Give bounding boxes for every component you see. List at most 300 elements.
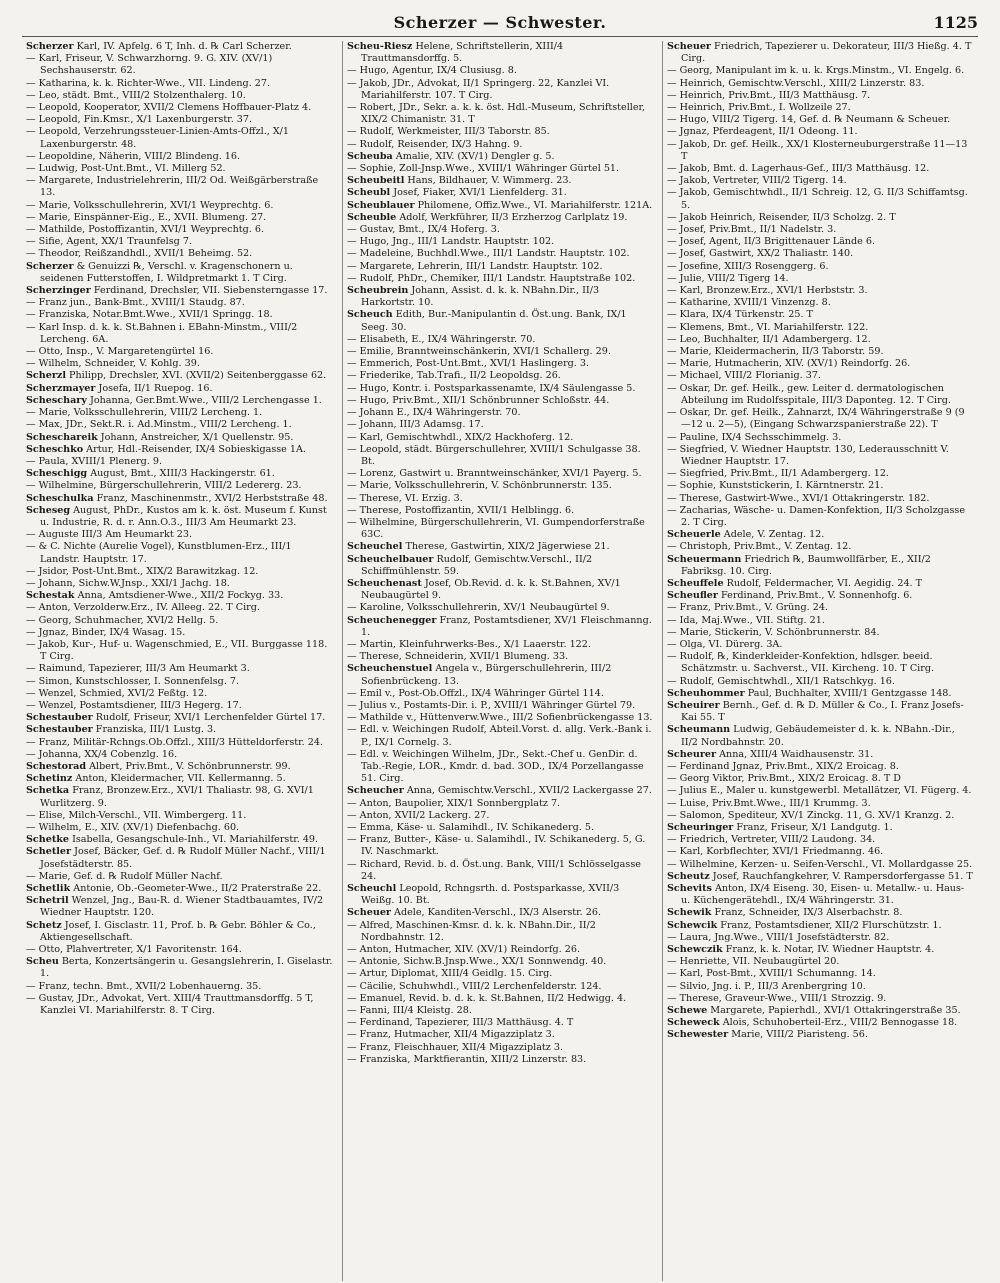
- entry-text: Franz, Postamtsdiener, XV/1 Fleischmanng. 1.: [361, 614, 652, 638]
- entry-text: Antonie, Sichw.B.Jnsp.Wwe., XX/1 Sonnwendg. 40.: [356, 956, 607, 968]
- entry-text: Friedrich, Tapezierer u. Dekorateur, III/3 Hießg. 4. T Cirg.: [681, 41, 972, 65]
- entry-surname: —: [347, 492, 357, 504]
- entry-surname: —: [347, 1041, 357, 1053]
- directory-entry: [347, 724, 654, 748]
- entry-surname: —: [667, 224, 677, 236]
- directory-entry: [347, 285, 654, 309]
- entry-text: Antonie, Ob.-Geometer-Wwe., II/2 Praterstraße 22.: [70, 883, 322, 895]
- entry-surname: —: [26, 321, 36, 333]
- entry-text: Josef, Agent, II/3 Brigittenauer Lände 6.: [676, 236, 876, 248]
- entry-text: Gustav, Bmt., IX/4 Hoferg. 3.: [356, 224, 500, 236]
- entry-text: Berta, Konzertsängerin u. Gesangslehrerin, I. Giselastr. 1.: [40, 956, 333, 980]
- directory-entry: [667, 309, 974, 321]
- directory-entry: [26, 749, 334, 761]
- entry-text: Johanna, Ger.Bmt.Wwe., VIII/2 Lerchengasse 1.: [86, 394, 322, 406]
- directory-entry: [667, 65, 974, 77]
- entry-text: Artur, Diplomat, XIII/4 Geidlg. 15. Cirg.: [356, 968, 553, 980]
- entry-surname: Scheuer: [347, 907, 391, 919]
- entry-text: Julius E., Maler u. kunstgewerbl. Metallätzer, VI. Fügerg. 4.: [676, 785, 972, 797]
- entry-surname: —: [347, 407, 357, 419]
- directory-entry: [667, 676, 974, 688]
- entry-surname: —: [26, 407, 36, 419]
- entry-text: Mathilde v., Hüttenverw.Wwe., III/2 Sofienbrückengasse 13.: [356, 712, 653, 724]
- entry-text: Marie, Volksschullehrerin, V. Schönbrunnerstr. 135.: [356, 480, 612, 492]
- entry-text: Hugo, VIII/2 Tigerg. 14, Gef. d. ℞ Neumann & Scheuer.: [676, 114, 951, 126]
- entry-text: Josefine, XIII/3 Rosenggerg. 6.: [676, 260, 829, 272]
- entry-text: Johann, Assist. d. k. k. NBahn.Dir., II/3 Harkortstr. 10.: [361, 285, 600, 309]
- entry-text: Christoph, Priv.Bmt., V. Zentag. 12.: [676, 541, 852, 553]
- entry-surname: Scheuermann: [667, 553, 742, 565]
- entry-text: Georg, Manipulant im k. u. k. Krgs.Minstm., VI. Engelg. 6.: [676, 65, 965, 77]
- running-head: Scherzer — Schwester.: [393, 13, 607, 32]
- entry-text: Ferdinand, Tapezierer, III/3 Matthäusg. 4. T: [356, 1017, 574, 1029]
- entry-text: Ludwig, Gebäudemeister d. k. k. NBahn.-Dir., II/2 Nordbahnstr. 20.: [681, 724, 955, 748]
- entry-surname: —: [347, 126, 357, 138]
- directory-entry: [26, 383, 334, 395]
- directory-entry: [667, 920, 974, 932]
- entry-text: Siegfried, V. Wiedner Hauptstr. 130, Lederausschnitt V. Wiedner Hauptstr. 17.: [676, 443, 949, 467]
- entry-surname: Schestauber: [26, 712, 93, 724]
- entry-surname: —: [26, 687, 36, 699]
- directory-entry: [667, 785, 974, 797]
- directory-entry: [347, 139, 654, 151]
- entry-surname: —: [347, 163, 357, 175]
- entry-text: Josef, I. Gisclastr. 11, Prof. b. ℞ Gebr. Böhler & Co., Aktiengesellschaft.: [40, 919, 316, 943]
- directory-entry: [26, 920, 334, 944]
- entry-text: Katharine, XVIII/1 Vinzenzg. 8.: [676, 297, 831, 309]
- entry-text: Adolf, Werkführer, II/3 Erzherzog Carlplatz 19.: [396, 211, 628, 223]
- entry-text: Adele, Kanditen-Verschl., IX/3 Alserstr. 26.: [390, 907, 602, 919]
- directory-column-3: [662, 41, 978, 1281]
- directory-entry: [347, 334, 654, 346]
- entry-text: Philomene, Offiz.Wwe., VI. Mariahilferstr. 121A.: [414, 199, 653, 211]
- entry-text: Marie, Gef. d. ℞ Rudolf Müller Nachf.: [35, 870, 223, 882]
- entry-surname: Schestorad: [26, 760, 87, 772]
- entry-surname: —: [347, 443, 357, 455]
- entry-text: Wilhelmine, Kerzen- u. Seifen-Verschl., VI. Mollardgasse 25.: [676, 858, 973, 870]
- entry-text: Heinrich, Gemischtw.Verschl., XIII/2 Linzerstr. 83.: [676, 77, 925, 89]
- entry-text: Julius v., Postamts-Dir. i. P., XVIII/1 Währinger Gürtel 79.: [356, 699, 636, 711]
- entry-text: Friedrich ℞, Baumwollfärber, E., XII/2 Fabriksg. 10. Cirg.: [681, 553, 931, 577]
- entry-text: Jgnaz, Pferdeagent, II/1 Odeong. 11.: [676, 126, 858, 138]
- entry-surname: —: [26, 175, 36, 187]
- entry-surname: —: [347, 858, 357, 870]
- entry-surname: Scheschigg: [26, 468, 88, 480]
- directory-entry: [667, 1029, 974, 1041]
- entry-text: Franz, Hutmacher, XII/4 Migazziplatz 3.: [356, 1029, 555, 1041]
- entry-text: Leopoldine, Näherin, VIII/2 Blindeng. 16.: [35, 150, 241, 162]
- entry-surname: —: [347, 638, 357, 650]
- entry-text: Sophie, Zoll-Jnsp.Wwe., XVIII/1 Währinger Gürtel 51.: [356, 163, 620, 175]
- directory-entry: [26, 822, 334, 834]
- entry-surname: —: [667, 773, 677, 785]
- entry-surname: —: [26, 822, 36, 833]
- entry-text: Pauline, IX/4 Sechsschimmelg. 3.: [676, 431, 842, 443]
- directory-entry: [26, 773, 334, 785]
- entry-surname: Scheuchl: [347, 883, 397, 895]
- entry-text: Hugo, Priv.Bmt., XII/1 Schönbrunner Schloßstr. 44.: [356, 394, 610, 406]
- entry-text: Otto, Insp., V. Margaretengürtel 16.: [35, 346, 214, 358]
- entry-surname: Schetinz: [26, 773, 73, 785]
- entry-text: Raimund, Tapezierer, III/3 Am Heumarkt 3.: [35, 663, 250, 675]
- entry-text: Anton, IX/4 Eiseng. 30, Eisen- u. Metallw.- u. Haus- u. Küchengerätehdl., IX/4 Währingerstr. 31.: [681, 883, 965, 907]
- entry-surname: —: [347, 419, 357, 431]
- entry-text: Franz, Maschinenmstr., XVI/2 Herbststraße 48.: [93, 492, 328, 504]
- entry-text: Emma, Käse- u. Salamihdl., IV. Schikanederg. 5.: [356, 822, 595, 833]
- directory-entry: [347, 358, 654, 370]
- entry-text: Therese, Graveur-Wwe., VIII/1 Strozzig. 9.: [676, 992, 887, 1004]
- entry-surname: —: [347, 809, 357, 821]
- directory-entry: [347, 517, 654, 541]
- entry-text: & Genuizzi ℞, Verschl. v. Kragenschonern u. seidenen Futterstoffen, I. Wildpretmarkt 1. T Cirg.: [40, 260, 293, 284]
- entry-surname: —: [667, 102, 677, 114]
- entry-text: Heinrich, Priv.Bmt., III/3 Matthäusg. 7.: [676, 89, 871, 101]
- entry-surname: Scheuirer: [667, 699, 720, 711]
- entry-surname: —: [667, 443, 677, 455]
- entry-surname: —: [667, 931, 677, 943]
- entry-text: Franz, Friseur, X/1 Landgutg. 1.: [733, 822, 893, 833]
- entry-surname: —: [667, 248, 677, 260]
- entry-surname: —: [347, 822, 357, 833]
- directory-entry: [667, 358, 974, 370]
- entry-surname: —: [26, 809, 36, 821]
- directory-entry: [26, 395, 334, 407]
- entry-text: Anton, XVII/2 Lackerg. 27.: [356, 809, 490, 821]
- entry-surname: —: [347, 687, 357, 699]
- entry-surname: —: [26, 870, 36, 882]
- directory-entry: [667, 1017, 974, 1029]
- entry-surname: Scheuchenast: [347, 577, 422, 589]
- page-number: 1125: [933, 13, 978, 32]
- directory-entry: [26, 248, 334, 260]
- entry-text: Josef, Rauchfangkehrer, V. Rampersdorfergasse 51. T: [709, 870, 973, 882]
- directory-entry: [347, 370, 654, 382]
- entry-text: Mathilde, Postoffizantin, XVI/1 Weyprechtg. 6.: [35, 224, 265, 236]
- directory-entry: [347, 1029, 654, 1041]
- entry-text: Friederike, Tab.Trafi., II/2 Leopoldsg. 26.: [356, 370, 561, 382]
- directory-entry: [347, 505, 654, 517]
- entry-text: Leo, Buchhalter, II/1 Adambergerg. 12.: [676, 333, 871, 345]
- directory-entry: [347, 163, 654, 175]
- directory-entry: [26, 151, 334, 163]
- directory-entry: [26, 505, 334, 529]
- entry-surname: —: [667, 309, 677, 321]
- entry-surname: —: [26, 541, 36, 553]
- entry-text: Franz, Schneider, IX/3 Alserbachstr. 8.: [711, 907, 903, 919]
- entry-surname: —: [26, 614, 36, 626]
- entry-text: Ferdinand, Drechsler, VII. Siebensterngasse 17.: [90, 285, 328, 297]
- entry-surname: —: [667, 260, 677, 272]
- directory-entry: [26, 456, 334, 468]
- directory-entry: [347, 907, 654, 919]
- entry-surname: Scherzmayer: [26, 382, 96, 394]
- entry-surname: —: [26, 419, 36, 431]
- directory-entry: [26, 993, 334, 1017]
- entry-text: Franz, techn. Bmt., XVII/2 Lobenhauerng. 35.: [35, 980, 262, 992]
- entry-surname: —: [26, 211, 36, 223]
- entry-surname: —: [667, 760, 677, 772]
- entry-surname: —: [26, 224, 36, 236]
- entry-surname: Schetz: [26, 919, 62, 931]
- entry-surname: —: [26, 199, 36, 211]
- entry-surname: Scherzer: [26, 41, 74, 52]
- directory-entry: [347, 151, 654, 163]
- entry-text: Marie, Volksschullehrerin, XVI/1 Weyprechtg. 6.: [35, 199, 274, 211]
- entry-surname: Schetke: [26, 834, 70, 846]
- entry-text: Julie, VIII/2 Tigerg 14.: [676, 272, 789, 284]
- entry-text: Elise, Milch-Verschl., VII. Wimbergerg. 11.: [35, 809, 247, 821]
- entry-text: Michael, VIII/2 Florianig. 37.: [676, 370, 821, 382]
- entry-surname: —: [347, 980, 357, 992]
- directory-entry: [667, 798, 974, 810]
- directory-entry: [347, 126, 654, 138]
- entry-surname: —: [667, 321, 677, 333]
- entry-text: Auguste III/3 Am Heumarkt 23.: [35, 529, 193, 541]
- entry-surname: Scheubrein: [347, 285, 409, 297]
- entry-text: Margarete, Industrielehrerin, III/2 Od. Weißgärberstraße 13.: [35, 175, 319, 199]
- directory-entry: [347, 224, 654, 236]
- entry-text: Klara, IX/4 Türkenstr. 25. T: [676, 309, 813, 321]
- entry-surname: —: [347, 224, 357, 236]
- directory-entry: [667, 285, 974, 297]
- entry-text: & C. Nichte (Aurelie Vogel), Kunstblumen-Erz., III/1 Landstr. Hauptstr. 17.: [35, 541, 292, 565]
- directory-entry: [26, 944, 334, 956]
- entry-surname: Scheseg: [26, 504, 71, 516]
- directory-columns: [22, 41, 978, 1281]
- directory-entry: [347, 651, 654, 663]
- directory-entry: [26, 846, 334, 870]
- entry-surname: —: [26, 699, 36, 711]
- entry-surname: —: [667, 834, 677, 846]
- entry-text: Siegfried, Priv.Bmt., II/1 Adambergerg. 12.: [676, 468, 889, 480]
- directory-entry: [26, 566, 334, 578]
- directory-entry: [347, 212, 654, 224]
- entry-text: Ida, Maj.Wwe., VII. Stiftg. 21.: [676, 614, 825, 626]
- entry-text: Karl, Korbflechter, XVI/1 Friedmanng. 46.: [676, 846, 884, 858]
- entry-text: Josef, Fiaker, XVI/1 Lienfelderg. 31.: [390, 187, 567, 199]
- directory-entry: [347, 407, 654, 419]
- entry-surname: —: [347, 236, 357, 248]
- directory-entry: [347, 200, 654, 212]
- directory-entry: [347, 688, 654, 700]
- directory-entry: [347, 639, 654, 651]
- directory-entry: [26, 261, 334, 285]
- directory-entry: [347, 419, 654, 431]
- entry-surname: —: [667, 858, 677, 870]
- entry-text: Hugo, Jng., III/1 Landstr. Hauptstr. 102.: [356, 236, 555, 248]
- directory-entry: [26, 712, 334, 724]
- directory-entry: [347, 1005, 654, 1017]
- entry-text: Leo, städt. Bmt., VIII/2 Stolzenthalerg. 10.: [35, 89, 246, 101]
- directory-entry: [26, 871, 334, 883]
- entry-surname: Schewester: [667, 1029, 729, 1041]
- directory-entry: [347, 944, 654, 956]
- entry-surname: Scheuble: [347, 211, 397, 223]
- directory-entry: [667, 102, 974, 114]
- entry-text: Ferdinand, Priv.Bmt., V. Sonnenhofg. 6.: [717, 590, 913, 602]
- directory-entry: [347, 554, 654, 578]
- entry-text: Katharina, k. k. Richter-Wwe., VII. Lindeng. 27.: [35, 77, 271, 89]
- entry-text: Johann E., IX/4 Währingerstr. 70.: [356, 407, 521, 419]
- entry-text: Jgnaz, Binder, IX/4 Wasag. 15.: [35, 626, 186, 638]
- directory-entry: [347, 712, 654, 724]
- directory-entry: [26, 163, 334, 175]
- entry-text: Marie, Einspänner-Eig., E., XVII. Blumeng. 27.: [35, 211, 267, 223]
- entry-surname: —: [26, 163, 36, 175]
- entry-surname: —: [26, 565, 36, 577]
- directory-entry: [26, 309, 334, 321]
- directory-entry: [26, 78, 334, 90]
- directory-entry: [26, 102, 334, 114]
- entry-surname: —: [667, 370, 677, 382]
- entry-text: Leopold, Rchngsrth. d. Postsparkasse, XVII/3 Weißg. 10. Bt.: [361, 883, 620, 907]
- entry-text: Wilhelm, Schneider, V. Kohlg. 39.: [35, 358, 200, 370]
- entry-text: Friedrich, Vertreter, VIII/2 Laudong. 34.: [676, 834, 876, 846]
- entry-surname: —: [26, 992, 36, 1004]
- directory-entry: [26, 895, 334, 919]
- entry-surname: Schestauber: [26, 724, 93, 736]
- entry-text: Albert, Priv.Bmt., V. Schönbrunnerstr. 99.: [86, 760, 291, 772]
- entry-text: Hugo, Kontr. i. Postsparkassenamte, IX/4 Säulengasse 5.: [356, 382, 636, 394]
- directory-entry: [26, 297, 334, 309]
- page-header: [22, 10, 978, 37]
- entry-text: Edl. v. Weichingen Rudolf, Abteil.Vorst. d. allg. Verk.-Bank i. P., IX/1 Cornelg. 3.: [356, 724, 652, 748]
- entry-text: Heinrich, Priv.Bmt., I. Wollzeile 27.: [676, 102, 851, 114]
- entry-text: Cäcilie, Schuhwhdl., VIII/2 Lerchenfelderstr. 124.: [356, 980, 602, 992]
- entry-text: Franz, k. k. Notar, IV. Wiedner Hauptstr. 4.: [722, 944, 935, 956]
- entry-surname: —: [347, 394, 357, 406]
- directory-entry: [347, 993, 654, 1005]
- entry-surname: —: [26, 358, 36, 370]
- directory-entry: [26, 676, 334, 688]
- entry-surname: —: [347, 1005, 357, 1017]
- entry-surname: —: [667, 809, 677, 821]
- entry-surname: —: [667, 236, 677, 248]
- directory-entry: [347, 175, 654, 187]
- entry-surname: —: [26, 748, 36, 760]
- directory-entry: [26, 322, 334, 346]
- directory-entry: [347, 785, 654, 797]
- entry-text: Margarete, Lehrerin, III/1 Landstr. Hauptstr. 102.: [356, 260, 603, 272]
- entry-text: Anna, Gemischtw.Verschl., XVII/2 Lackergasse 27.: [403, 785, 652, 797]
- directory-entry: [26, 358, 334, 370]
- entry-text: Ferdinand Jgnaz, Priv.Bmt., XIX/2 Eroicag. 8.: [676, 760, 899, 772]
- directory-entry: [347, 968, 654, 980]
- entry-surname: —: [667, 956, 677, 968]
- directory-entry: [667, 236, 974, 248]
- directory-entry: [347, 810, 654, 822]
- entry-surname: —: [667, 138, 677, 150]
- entry-text: Gustav, JDr., Advokat, Vert. XIII/4 Trauttmansdorffg. 5 T, Kanzlei VI. Mariahilferstr. 8. T Cirg.: [35, 992, 314, 1017]
- directory-entry: [667, 541, 974, 553]
- entry-text: Lorenz, Gastwirt u. Branntweinschänker, XVI/1 Payerg. 5.: [356, 468, 642, 480]
- entry-surname: —: [347, 382, 357, 394]
- entry-surname: —: [667, 175, 677, 187]
- directory-entry: [667, 41, 974, 65]
- entry-surname: —: [347, 102, 357, 114]
- directory-entry: [26, 200, 334, 212]
- entry-surname: —: [347, 834, 357, 846]
- directory-entry: [26, 480, 334, 492]
- directory-entry: [347, 493, 654, 505]
- directory-entry: [347, 663, 654, 687]
- entry-surname: —: [667, 297, 677, 309]
- entry-text: Franziska, III/1 Lustg. 3.: [92, 724, 217, 736]
- entry-surname: —: [667, 675, 677, 687]
- entry-text: Margarete, Papierhdl., XVI/1 Ottakringerstraße 35.: [707, 1005, 961, 1017]
- entry-surname: Schestak: [26, 590, 75, 602]
- entry-text: Helene, Schriftstellerin, XIII/4 Trauttmansdorffg. 5.: [361, 41, 564, 65]
- entry-surname: —: [347, 1029, 357, 1041]
- directory-entry: [667, 590, 974, 602]
- entry-text: Olga, VI. Dürerg. 3A.: [676, 638, 783, 650]
- entry-text: Klemens, Bmt., VI. Mariahilferstr. 122.: [676, 321, 869, 333]
- directory-entry: [667, 981, 974, 993]
- entry-surname: —: [26, 602, 36, 614]
- directory-entry: [347, 248, 654, 260]
- entry-text: Franziska, Marktfierantin, XIII/2 Linzerstr. 83.: [356, 1053, 587, 1065]
- directory-entry: [667, 627, 974, 639]
- entry-text: Leopold, Kooperator, XVII/2 Clemens Hoffbauer-Platz 4.: [35, 102, 312, 114]
- entry-surname: Scheuba: [347, 150, 393, 162]
- entry-text: Artur, Hdl.-Reisender, IX/4 Sobieskigasse 1A.: [83, 443, 306, 455]
- directory-entry: [667, 578, 974, 590]
- entry-text: Karoline, Volksschullehrerin, XV/1 Neubaugürtel 9.: [356, 602, 610, 614]
- directory-entry: [667, 175, 974, 187]
- entry-surname: Scheweck: [667, 1017, 720, 1029]
- entry-text: Karl, IV. Apfelg. 6 T, Inh. d. ℞ Carl Scherzer.: [73, 41, 292, 52]
- entry-text: Paul, Buchhalter, XVIII/1 Gentzgasse 148.: [744, 687, 952, 699]
- entry-text: Jakob, Vertreter, VIII/2 Tigerg. 14.: [676, 175, 847, 187]
- entry-surname: —: [667, 626, 677, 638]
- directory-entry: [347, 956, 654, 968]
- directory-entry: [26, 175, 334, 199]
- directory-entry: [667, 602, 974, 614]
- entry-surname: —: [26, 89, 36, 101]
- entry-surname: —: [347, 748, 357, 760]
- entry-surname: —: [667, 651, 677, 663]
- entry-surname: —: [667, 272, 677, 284]
- directory-entry: [26, 981, 334, 993]
- entry-surname: —: [347, 468, 357, 480]
- entry-text: Marie, Kleidermacherin, II/3 Taborstr. 59.: [676, 346, 884, 358]
- entry-text: Wenzel, Jng., Bau-R. d. Wiener Stadtbauamtes, IV/2 Wiedner Hauptstr. 120.: [40, 895, 324, 919]
- directory-entry: [26, 407, 334, 419]
- directory-column-2: [342, 41, 658, 1281]
- entry-surname: Scheuchenegger: [347, 614, 437, 626]
- entry-text: Bernh., Gef. d. ℞ D. Müller & Co., I. Franz Josefs-Kai 55. T: [681, 699, 964, 724]
- entry-text: Franz, Militär-Rchngs.Ob.Offzl., XIII/3 Hütteldorferstr. 24.: [35, 736, 324, 748]
- entry-surname: —: [667, 480, 677, 492]
- entry-surname: —: [347, 797, 357, 809]
- entry-text: Hugo, Agentur, IX/4 Clusiusg. 8.: [356, 65, 517, 77]
- entry-surname: Scheuchel: [347, 541, 403, 553]
- entry-text: Anna, Amtsdiener-Wwe., XII/2 Fockyg. 33.: [74, 590, 284, 602]
- entry-surname: —: [347, 504, 357, 516]
- entry-text: Rudolf, Feldermacher, VI. Aegidig. 24. T: [723, 577, 923, 589]
- entry-surname: —: [667, 382, 677, 394]
- entry-surname: Schewik: [667, 907, 712, 919]
- entry-text: Anton, Hutmacher, XIV. (XV/1) Reindorfg. 26.: [356, 944, 581, 956]
- directory-entry: [26, 602, 334, 614]
- entry-surname: Scheuch: [347, 309, 393, 321]
- directory-entry: [26, 541, 334, 565]
- directory-entry: [667, 407, 974, 431]
- directory-entry: [26, 737, 334, 749]
- entry-surname: —: [667, 77, 677, 89]
- entry-surname: —: [667, 785, 677, 797]
- entry-text: Josefa, II/1 Ruepog. 16.: [95, 382, 213, 394]
